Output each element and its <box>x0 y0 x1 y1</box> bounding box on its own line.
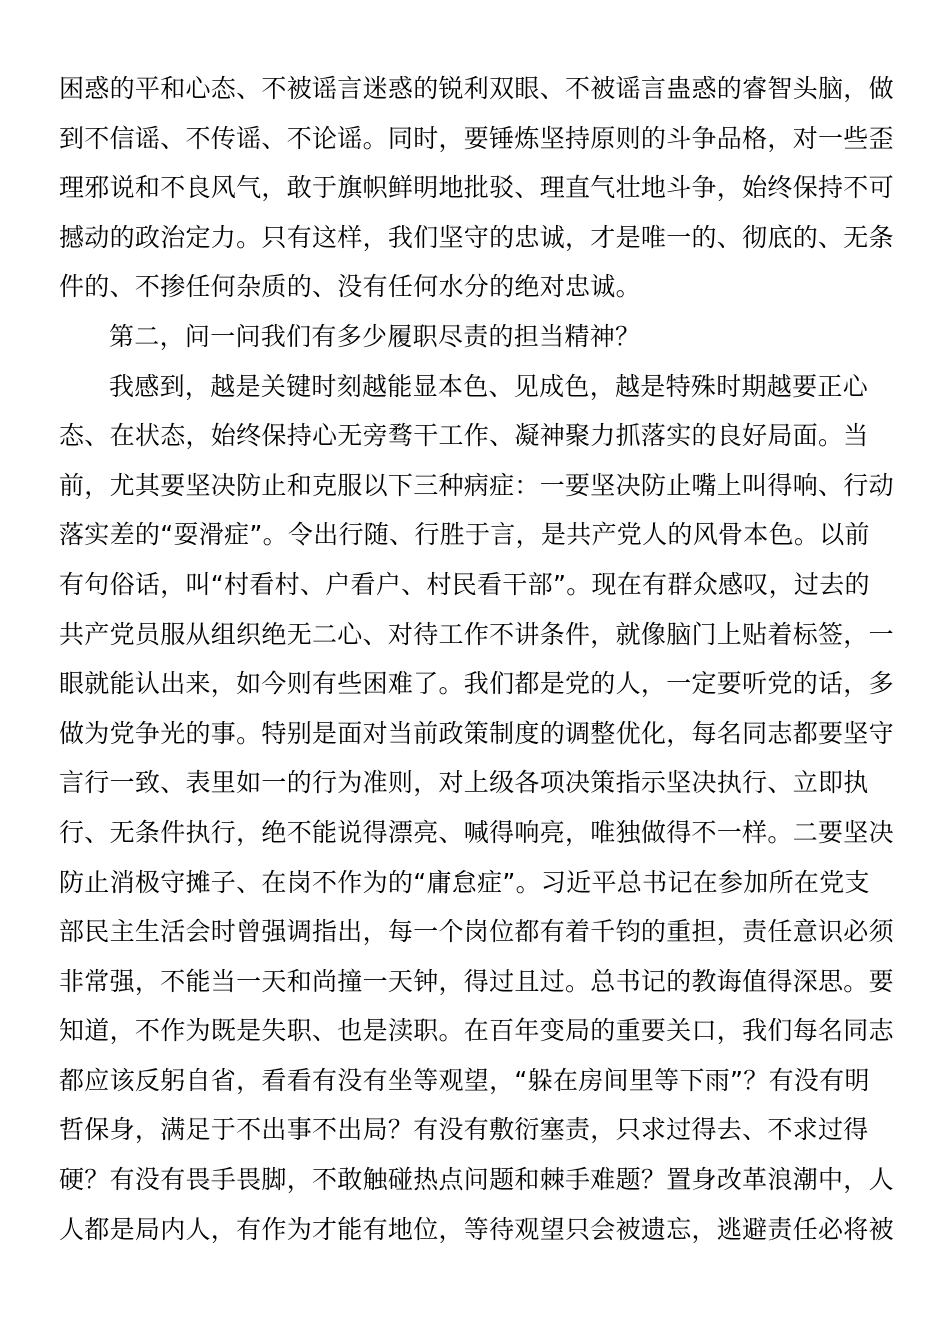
section-heading: 第二，问一问我们有多少履职尽责的担当精神？ <box>109 321 641 351</box>
paragraph-line: 行、无条件执行，绝不能说得漂亮、喊得响亮，唯独做得不一样。二要坚决 <box>59 817 894 847</box>
paragraph-line: 知道，不作为既是失职、也是渎职。在百年变局的重要关口，我们每名同志 <box>59 1016 894 1046</box>
paragraph-line: 态、在状态，始终保持心无旁骛干工作、凝神聚力抓落实的良好局面。当 <box>59 421 869 451</box>
paragraph-line: 防止消极守摊子、在岗不作为的“庸怠症”。习近平总书记在参加所在党支 <box>59 867 870 897</box>
paragraph-line: 做为党争光的事。特别是面对当前政策制度的调整优化，每名同志都要坚守 <box>59 718 894 748</box>
paragraph-line: 部民主生活会时曾强调指出，每一个岗位都有着千钧的重担，责任意识必须 <box>59 917 894 947</box>
paragraph-line: 到不信谣、不传谣、不论谣。同时，要锤炼坚持原则的斗争品格，对一些歪 <box>59 123 894 153</box>
paragraph-2 <box>59 362 894 1255</box>
paragraph-line: 有句俗话，叫“村看村、户看户、村民看干部”。现在有群众感叹，过去的 <box>59 569 870 599</box>
paragraph-line: 件的、不掺任何杂质的、没有任何水分的绝对忠诚。 <box>59 272 641 302</box>
paragraph-line: 言行一致、表里如一的行为准则，对上级各项决策指示坚决执行、立即执 <box>59 768 869 798</box>
paragraph-line: 非常强，不能当一天和尚撞一天钟，得过且过。总书记的教诲值得深思。要 <box>59 966 894 996</box>
paragraph-line: 撼动的政治定力。只有这样，我们坚守的忠诚，才是唯一的、彻底的、无条 <box>59 222 894 252</box>
paragraph-line: 哲保身，满足于不出事不出局？有没有敷衍塞责，只求过得去、不求过得 <box>59 1115 869 1145</box>
paragraph-line: 人都是局内人，有作为才能有地位，等待观望只会被遗忘，逃避责任必将被 <box>59 1214 894 1244</box>
paragraph-line: 眼就能认出来，如今则有些困难了。我们都是党的人，一定要听党的话，多 <box>59 669 894 699</box>
document-body <box>59 64 894 1254</box>
paragraph-line: 共产党员服从组织绝无二心、对待工作不讲条件，就像脑门上贴着标签，一 <box>59 619 894 649</box>
paragraph-line: 前，尤其要坚决防止和克服以下三种病症：一要坚决防止嘴上叫得响、行动 <box>59 470 894 500</box>
paragraph-line: 理邪说和不良风气，敢于旗帜鲜明地批驳、理直气壮地斗争，始终保持不可 <box>59 173 894 203</box>
paragraph-line: 都应该反躬自省，看看有没有坐等观望，“躲在房间里等下雨”？有没有明 <box>59 1065 870 1095</box>
paragraph-line: 困惑的平和心态、不被谣言迷惑的锐利双眼、不被谣言蛊惑的睿智头脑，做 <box>59 74 894 103</box>
paragraph-line: 硬？有没有畏手畏脚，不敢触碰热点问题和棘手难题？置身改革浪潮中，人 <box>59 1165 894 1195</box>
paragraph-line: 落实差的“耍滑症”。令出行随、行胜于言，是共产党人的风骨本色。以前 <box>59 520 870 550</box>
paragraph-line: 我感到，越是关键时刻越能显本色、见成色，越是特殊时期越要正心 <box>109 371 869 401</box>
paragraph-1 <box>59 64 894 312</box>
